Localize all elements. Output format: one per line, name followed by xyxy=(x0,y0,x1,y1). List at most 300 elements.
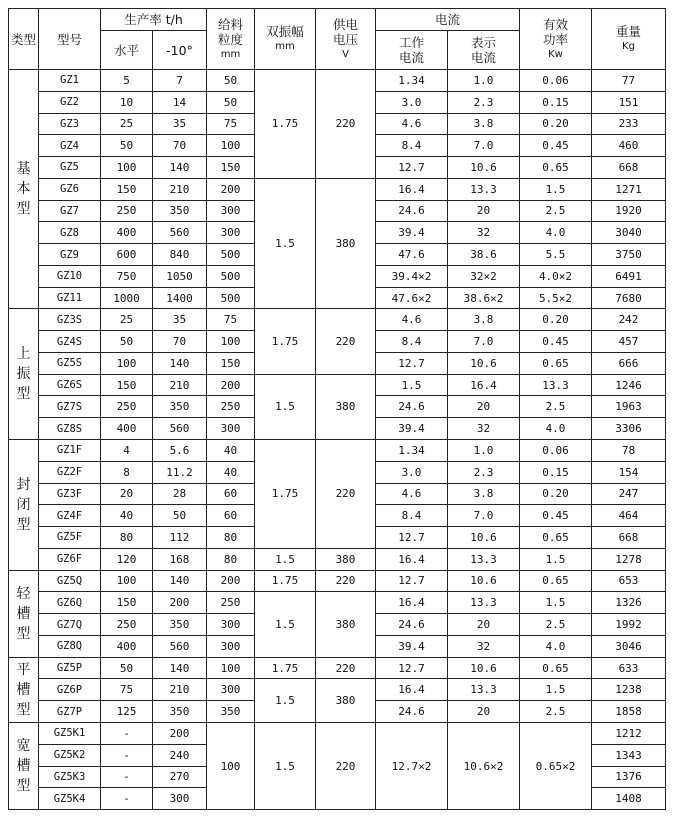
table-row xyxy=(9,722,666,744)
current-work-cell: 24.6 xyxy=(376,200,448,222)
header-power-line1: 有效 xyxy=(542,16,568,32)
model-cell: GZ5S xyxy=(39,352,101,374)
feed-size-cell: 300 xyxy=(207,614,255,636)
model-cell: GZ5 xyxy=(39,157,101,179)
feed-size-cell: 350 xyxy=(207,701,255,723)
current-work-cell: 24.6 xyxy=(376,701,448,723)
capacity-incline-cell: 560 xyxy=(153,418,207,440)
capacity-incline-cell: 35 xyxy=(153,309,207,331)
weight-cell: 668 xyxy=(592,527,666,549)
capacity-horizontal-cell: 150 xyxy=(101,592,153,614)
model-cell: GZ7Q xyxy=(39,614,101,636)
feed-size-cell: 100 xyxy=(207,331,255,353)
current-display-cell: 20 xyxy=(448,396,520,418)
current-work-cell: 39.4 xyxy=(376,635,448,657)
capacity-horizontal-cell: 750 xyxy=(101,265,153,287)
type-cell: 上振型 xyxy=(9,309,39,440)
model-cell: GZ5K2 xyxy=(39,744,101,766)
current-display-cell: 10.6 xyxy=(448,657,520,679)
feed-size-cell: 300 xyxy=(207,222,255,244)
model-cell: GZ3 xyxy=(39,113,101,135)
capacity-horizontal-cell: 100 xyxy=(101,570,153,592)
current-display-cell: 2.3 xyxy=(448,91,520,113)
capacity-incline-cell: 240 xyxy=(153,744,207,766)
capacity-incline-cell: 560 xyxy=(153,222,207,244)
weight-cell: 3306 xyxy=(592,418,666,440)
feed-size-cell: 75 xyxy=(207,113,255,135)
model-cell: GZ10 xyxy=(39,265,101,287)
power-cell: 1.5 xyxy=(520,548,592,570)
capacity-incline-cell: 210 xyxy=(153,374,207,396)
model-cell: GZ6Q xyxy=(39,592,101,614)
weight-cell: 1271 xyxy=(592,178,666,200)
capacity-incline-cell: 140 xyxy=(153,157,207,179)
table-row xyxy=(9,374,666,396)
voltage-cell: 380 xyxy=(316,679,376,723)
current-display-cell: 13.3 xyxy=(448,679,520,701)
model-cell: GZ5Q xyxy=(39,570,101,592)
capacity-incline-cell: 350 xyxy=(153,396,207,418)
feed-size-cell: 500 xyxy=(207,265,255,287)
weight-cell: 1326 xyxy=(592,592,666,614)
current-display-cell: 3.8 xyxy=(448,113,520,135)
capacity-horizontal-cell: 75 xyxy=(101,679,153,701)
capacity-incline-cell: 11.2 xyxy=(153,461,207,483)
model-cell: GZ3F xyxy=(39,483,101,505)
power-cell: 0.45 xyxy=(520,135,592,157)
capacity-horizontal-cell: 8 xyxy=(101,461,153,483)
capacity-incline-cell: 270 xyxy=(153,766,207,788)
weight-cell: 1992 xyxy=(592,614,666,636)
capacity-horizontal-cell: 1000 xyxy=(101,287,153,309)
voltage-cell: 220 xyxy=(316,722,376,809)
header-current-display-line2: 电流 xyxy=(470,50,496,65)
header-current-work-line1: 工作 xyxy=(398,35,424,50)
current-work-cell: 16.4 xyxy=(376,178,448,200)
current-work-cell: 8.4 xyxy=(376,135,448,157)
voltage-cell: 220 xyxy=(316,440,376,549)
feed-size-cell: 150 xyxy=(207,352,255,374)
current-display-cell: 20 xyxy=(448,701,520,723)
current-work-cell: 12.7 xyxy=(376,527,448,549)
feed-size-cell: 250 xyxy=(207,592,255,614)
current-display-cell: 32×2 xyxy=(448,265,520,287)
capacity-horizontal-cell: 100 xyxy=(101,352,153,374)
feed-size-cell: 50 xyxy=(207,70,255,92)
capacity-incline-cell: 14 xyxy=(153,91,207,113)
feed-size-cell: 200 xyxy=(207,374,255,396)
capacity-horizontal-cell: - xyxy=(101,722,153,744)
model-cell: GZ5K4 xyxy=(39,788,101,810)
capacity-horizontal-cell: 400 xyxy=(101,635,153,657)
current-display-cell: 32 xyxy=(448,635,520,657)
capacity-horizontal-cell: 40 xyxy=(101,505,153,527)
model-cell: GZ8Q xyxy=(39,635,101,657)
weight-cell: 3750 xyxy=(592,244,666,266)
weight-cell: 3046 xyxy=(592,635,666,657)
power-cell: 0.20 xyxy=(520,483,592,505)
model-cell: GZ6S xyxy=(39,374,101,396)
weight-cell: 460 xyxy=(592,135,666,157)
capacity-incline-cell: 28 xyxy=(153,483,207,505)
current-work-cell: 16.4 xyxy=(376,548,448,570)
capacity-incline-cell: 112 xyxy=(153,527,207,549)
header-amplitude-label: 双振幅 xyxy=(266,24,304,39)
capacity-horizontal-cell: 10 xyxy=(101,91,153,113)
capacity-incline-cell: 560 xyxy=(153,635,207,657)
feed-size-cell: 300 xyxy=(207,635,255,657)
current-work-cell: 8.4 xyxy=(376,331,448,353)
current-display-cell: 32 xyxy=(448,418,520,440)
header-weight-label: 重量 xyxy=(615,24,641,39)
weight-cell: 668 xyxy=(592,157,666,179)
amplitude-cell: 1.5 xyxy=(255,374,316,439)
weight-cell: 1278 xyxy=(592,548,666,570)
capacity-horizontal-cell: 600 xyxy=(101,244,153,266)
power-cell: 0.06 xyxy=(520,70,592,92)
current-work-cell: 39.4 xyxy=(376,222,448,244)
power-cell: 4.0 xyxy=(520,418,592,440)
power-cell: 1.5 xyxy=(520,679,592,701)
weight-cell: 653 xyxy=(592,570,666,592)
table-row xyxy=(9,70,666,92)
capacity-incline-cell: 70 xyxy=(153,135,207,157)
capacity-horizontal-cell: 250 xyxy=(101,396,153,418)
current-work-cell: 47.6×2 xyxy=(376,287,448,309)
current-work-cell: 47.6 xyxy=(376,244,448,266)
current-work-cell: 12.7 xyxy=(376,657,448,679)
current-work-cell: 16.4 xyxy=(376,679,448,701)
power-cell: 0.45 xyxy=(520,505,592,527)
voltage-cell: 220 xyxy=(316,309,376,374)
power-cell: 0.15 xyxy=(520,461,592,483)
capacity-incline-cell: 140 xyxy=(153,570,207,592)
current-work-cell: 4.6 xyxy=(376,113,448,135)
table-row xyxy=(9,570,666,592)
model-cell: GZ6F xyxy=(39,548,101,570)
power-cell: 0.15 xyxy=(520,91,592,113)
capacity-horizontal-cell: 25 xyxy=(101,309,153,331)
capacity-horizontal-cell: 5 xyxy=(101,70,153,92)
power-cell: 0.65 xyxy=(520,527,592,549)
current-work-cell: 8.4 xyxy=(376,505,448,527)
type-cell: 平槽型 xyxy=(9,657,39,722)
type-cell: 封闭型 xyxy=(9,440,39,571)
capacity-horizontal-cell: 4 xyxy=(101,440,153,462)
header-amplitude-unit: mm xyxy=(275,41,295,52)
header-feed-size-line2: 粒度 xyxy=(217,31,243,47)
capacity-incline-cell: 50 xyxy=(153,505,207,527)
capacity-incline-cell: 200 xyxy=(153,722,207,744)
feed-size-cell: 200 xyxy=(207,178,255,200)
current-work-cell: 12.7 xyxy=(376,157,448,179)
current-display-cell: 1.0 xyxy=(448,70,520,92)
current-display-cell: 3.8 xyxy=(448,309,520,331)
capacity-incline-cell: 350 xyxy=(153,614,207,636)
weight-cell: 3040 xyxy=(592,222,666,244)
model-cell: GZ2F xyxy=(39,461,101,483)
table-row xyxy=(9,592,666,614)
power-cell: 0.20 xyxy=(520,113,592,135)
spec-body xyxy=(9,70,666,810)
type-cell: 基本型 xyxy=(9,70,39,309)
current-display-cell: 20 xyxy=(448,614,520,636)
capacity-incline-cell: 35 xyxy=(153,113,207,135)
capacity-incline-cell: 840 xyxy=(153,244,207,266)
capacity-incline-cell: 5.6 xyxy=(153,440,207,462)
feed-size-cell: 50 xyxy=(207,91,255,113)
current-display-cell: 10.6 xyxy=(448,157,520,179)
feed-size-cell: 250 xyxy=(207,396,255,418)
feed-size-cell: 300 xyxy=(207,418,255,440)
weight-cell: 457 xyxy=(592,331,666,353)
header-model: 型号 xyxy=(39,9,101,70)
power-cell: 0.65 xyxy=(520,657,592,679)
current-display-cell: 38.6×2 xyxy=(448,287,520,309)
current-work-cell: 12.7 xyxy=(376,352,448,374)
current-display-cell: 16.4 xyxy=(448,374,520,396)
amplitude-cell: 1.75 xyxy=(255,440,316,549)
amplitude-cell: 1.75 xyxy=(255,657,316,679)
current-work-cell: 4.6 xyxy=(376,483,448,505)
model-cell: GZ11 xyxy=(39,287,101,309)
weight-cell: 6491 xyxy=(592,265,666,287)
capacity-incline-cell: 1050 xyxy=(153,265,207,287)
model-cell: GZ7S xyxy=(39,396,101,418)
capacity-horizontal-cell: 400 xyxy=(101,418,153,440)
feed-size-cell: 100 xyxy=(207,722,255,809)
table-row xyxy=(9,657,666,679)
capacity-horizontal-cell: 150 xyxy=(101,178,153,200)
header-voltage-unit: V xyxy=(342,48,349,60)
model-cell: GZ7 xyxy=(39,200,101,222)
current-display-cell: 10.6 xyxy=(448,527,520,549)
capacity-incline-cell: 210 xyxy=(153,679,207,701)
model-cell: GZ5K3 xyxy=(39,766,101,788)
header-power-line2: 功率 xyxy=(542,31,568,47)
current-display-cell: 10.6 xyxy=(448,352,520,374)
current-display-cell: 2.3 xyxy=(448,461,520,483)
model-cell: GZ4S xyxy=(39,331,101,353)
model-cell: GZ1 xyxy=(39,70,101,92)
header-power-unit: Kw xyxy=(548,48,563,60)
power-cell: 2.5 xyxy=(520,614,592,636)
power-cell: 2.5 xyxy=(520,396,592,418)
header-type: 类型 xyxy=(9,9,39,70)
current-work-cell: 39.4 xyxy=(376,418,448,440)
weight-cell: 1963 xyxy=(592,396,666,418)
capacity-horizontal-cell: 20 xyxy=(101,483,153,505)
capacity-incline-cell: 350 xyxy=(153,200,207,222)
voltage-cell: 220 xyxy=(316,70,376,179)
type-cell: 宽槽型 xyxy=(9,722,39,809)
weight-cell: 666 xyxy=(592,352,666,374)
current-display-cell: 3.8 xyxy=(448,483,520,505)
table-row xyxy=(9,309,666,331)
feed-size-cell: 100 xyxy=(207,135,255,157)
capacity-horizontal-cell: - xyxy=(101,744,153,766)
amplitude-cell: 1.75 xyxy=(255,570,316,592)
header-weight-unit: Kg xyxy=(622,41,635,52)
header-voltage-line2: 电压 xyxy=(332,31,358,47)
model-cell: GZ7P xyxy=(39,701,101,723)
header-feed-size-line1: 给料 xyxy=(217,16,243,32)
power-cell: 0.65×2 xyxy=(520,722,592,809)
voltage-cell: 380 xyxy=(316,548,376,570)
capacity-incline-cell: 210 xyxy=(153,178,207,200)
weight-cell: 1238 xyxy=(592,679,666,701)
weight-cell: 1408 xyxy=(592,788,666,810)
feed-size-cell: 60 xyxy=(207,505,255,527)
capacity-horizontal-cell: - xyxy=(101,766,153,788)
header-current-display-line1: 表示 xyxy=(470,35,496,50)
type-cell: 轻槽型 xyxy=(9,570,39,657)
feed-size-cell: 300 xyxy=(207,679,255,701)
capacity-horizontal-cell: 150 xyxy=(101,374,153,396)
feed-size-cell: 80 xyxy=(207,548,255,570)
capacity-incline-cell: 140 xyxy=(153,657,207,679)
capacity-horizontal-cell: 125 xyxy=(101,701,153,723)
model-cell: GZ4 xyxy=(39,135,101,157)
capacity-horizontal-cell: 120 xyxy=(101,548,153,570)
model-cell: GZ8 xyxy=(39,222,101,244)
feed-size-cell: 200 xyxy=(207,570,255,592)
header-voltage xyxy=(316,9,376,70)
model-cell: GZ4F xyxy=(39,505,101,527)
table-row xyxy=(9,679,666,701)
amplitude-cell: 1.5 xyxy=(255,679,316,723)
current-work-cell: 1.5 xyxy=(376,374,448,396)
power-cell: 2.5 xyxy=(520,701,592,723)
weight-cell: 1246 xyxy=(592,374,666,396)
voltage-cell: 380 xyxy=(316,374,376,439)
model-cell: GZ6 xyxy=(39,178,101,200)
weight-cell: 154 xyxy=(592,461,666,483)
feed-size-cell: 60 xyxy=(207,483,255,505)
model-cell: GZ9 xyxy=(39,244,101,266)
capacity-horizontal-cell: 50 xyxy=(101,331,153,353)
model-cell: GZ2 xyxy=(39,91,101,113)
capacity-horizontal-cell: 50 xyxy=(101,657,153,679)
capacity-incline-cell: 200 xyxy=(153,592,207,614)
power-cell: 5.5×2 xyxy=(520,287,592,309)
capacity-horizontal-cell: - xyxy=(101,788,153,810)
power-cell: 5.5 xyxy=(520,244,592,266)
feed-size-cell: 150 xyxy=(207,157,255,179)
current-work-cell: 12.7 xyxy=(376,570,448,592)
current-display-cell: 7.0 xyxy=(448,505,520,527)
weight-cell: 242 xyxy=(592,309,666,331)
model-cell: GZ5K1 xyxy=(39,722,101,744)
current-work-cell: 3.0 xyxy=(376,91,448,113)
current-work-cell: 39.4×2 xyxy=(376,265,448,287)
amplitude-cell: 1.75 xyxy=(255,70,316,179)
current-display-cell: 1.0 xyxy=(448,440,520,462)
weight-cell: 233 xyxy=(592,113,666,135)
weight-cell: 247 xyxy=(592,483,666,505)
table-row xyxy=(9,548,666,570)
current-display-cell: 7.0 xyxy=(448,331,520,353)
model-cell: GZ1F xyxy=(39,440,101,462)
capacity-horizontal-cell: 100 xyxy=(101,157,153,179)
amplitude-cell: 1.5 xyxy=(255,548,316,570)
weight-cell: 151 xyxy=(592,91,666,113)
capacity-horizontal-cell: 400 xyxy=(101,222,153,244)
power-cell: 0.06 xyxy=(520,440,592,462)
capacity-incline-cell: 70 xyxy=(153,331,207,353)
power-cell: 0.20 xyxy=(520,309,592,331)
current-work-cell: 3.0 xyxy=(376,461,448,483)
header-cap-horizontal: 水平 xyxy=(101,31,153,70)
voltage-cell: 380 xyxy=(316,592,376,657)
power-cell: 2.5 xyxy=(520,200,592,222)
current-display-cell: 10.6×2 xyxy=(448,722,520,809)
header-feed-size-unit: mm xyxy=(220,48,241,60)
model-cell: GZ5P xyxy=(39,657,101,679)
power-cell: 0.65 xyxy=(520,157,592,179)
capacity-horizontal-cell: 25 xyxy=(101,113,153,135)
weight-cell: 1920 xyxy=(592,200,666,222)
current-work-cell: 4.6 xyxy=(376,309,448,331)
power-cell: 0.45 xyxy=(520,331,592,353)
voltage-cell: 220 xyxy=(316,570,376,592)
power-cell: 0.65 xyxy=(520,570,592,592)
feed-size-cell: 300 xyxy=(207,200,255,222)
current-display-cell: 20 xyxy=(448,200,520,222)
amplitude-cell: 1.75 xyxy=(255,309,316,374)
weight-cell: 1343 xyxy=(592,744,666,766)
weight-cell: 464 xyxy=(592,505,666,527)
model-cell: GZ6P xyxy=(39,679,101,701)
header-current-work-line2: 电流 xyxy=(398,50,424,65)
current-work-cell: 12.7×2 xyxy=(376,722,448,809)
current-display-cell: 32 xyxy=(448,222,520,244)
weight-cell: 1858 xyxy=(592,701,666,723)
voltage-cell: 220 xyxy=(316,657,376,679)
header-cap-incline: -10° xyxy=(153,31,207,70)
weight-cell: 1376 xyxy=(592,766,666,788)
header-feed-size xyxy=(207,9,255,70)
current-work-cell: 1.34 xyxy=(376,440,448,462)
weight-cell: 77 xyxy=(592,70,666,92)
weight-cell: 78 xyxy=(592,440,666,462)
weight-cell: 1212 xyxy=(592,722,666,744)
model-cell: GZ8S xyxy=(39,418,101,440)
feed-size-cell: 80 xyxy=(207,527,255,549)
feed-size-cell: 500 xyxy=(207,244,255,266)
current-display-cell: 13.3 xyxy=(448,548,520,570)
power-cell: 0.65 xyxy=(520,352,592,374)
power-cell: 4.0×2 xyxy=(520,265,592,287)
capacity-incline-cell: 7 xyxy=(153,70,207,92)
table-row xyxy=(9,178,666,200)
power-cell: 1.5 xyxy=(520,178,592,200)
current-display-cell: 13.3 xyxy=(448,592,520,614)
power-cell: 13.3 xyxy=(520,374,592,396)
amplitude-cell: 1.5 xyxy=(255,178,316,309)
capacity-horizontal-cell: 80 xyxy=(101,527,153,549)
feed-size-cell: 40 xyxy=(207,461,255,483)
spec-table xyxy=(8,8,666,810)
feed-size-cell: 500 xyxy=(207,287,255,309)
capacity-horizontal-cell: 50 xyxy=(101,135,153,157)
model-cell: GZ3S xyxy=(39,309,101,331)
header-weight xyxy=(592,9,666,70)
header-capacity: 生产率 t/h xyxy=(101,9,207,31)
header-power xyxy=(520,9,592,70)
current-display-cell: 13.3 xyxy=(448,178,520,200)
power-cell: 4.0 xyxy=(520,222,592,244)
